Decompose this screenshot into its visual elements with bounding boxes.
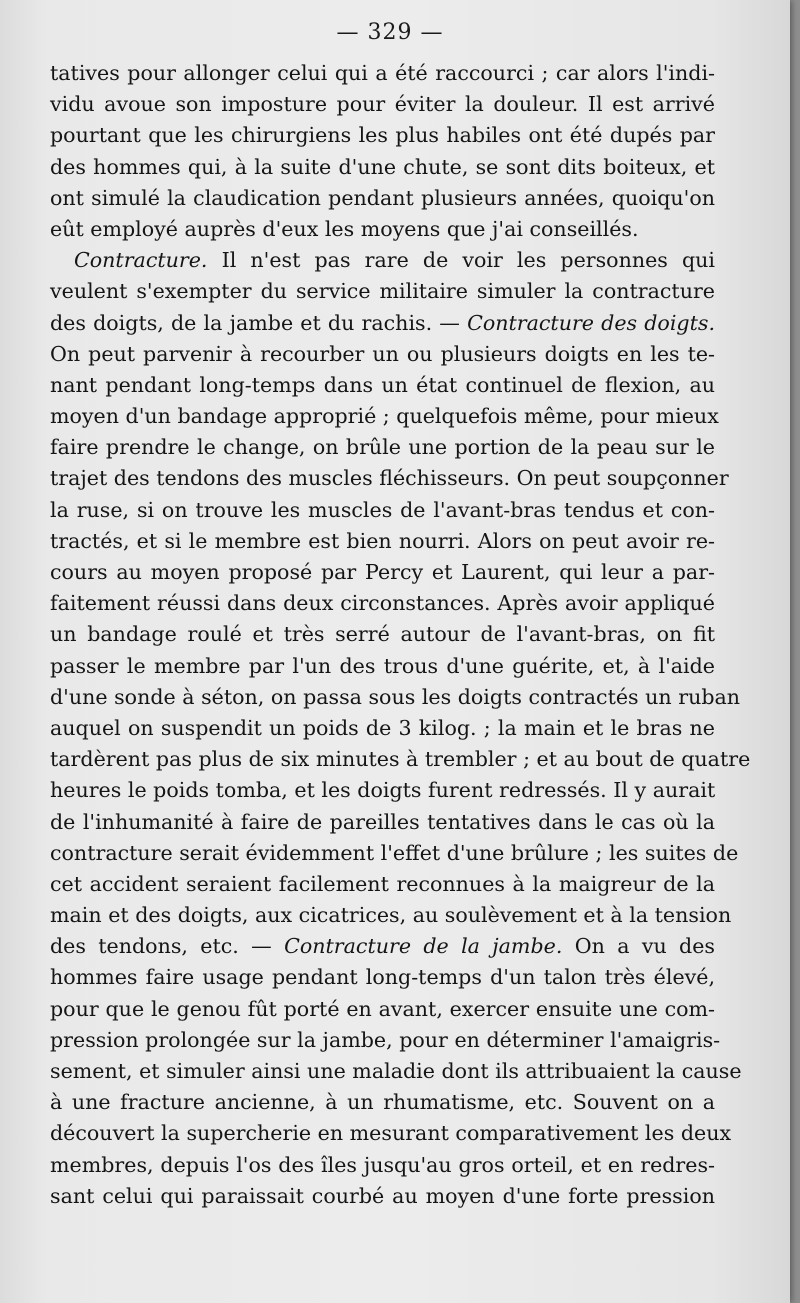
text-line: faire prendre le change, on brûle une portion de la peau sur le	[50, 435, 715, 460]
text-line: nant pendant long-temps dans un état continuel de flexion, au	[50, 372, 715, 397]
text-line: vidu avoue son imposture pour éviter la douleur. Il est arrivé	[50, 92, 715, 117]
text-line: hommes faire usage pendant long-temps d'un talon très élevé,	[50, 965, 715, 990]
text-line: eût employé auprès d'eux les moyens que j'ai conseillés.	[50, 216, 639, 241]
text-line: contracture serait évidemment l'effet d'une brûlure ; les suites de	[50, 840, 739, 865]
text-line: heures le poids tomba, et les doigts furent redressés. Il y aurait	[50, 778, 716, 803]
text-line: cet accident seraient facilement reconnues à la maigreur de la	[50, 871, 715, 896]
text-line: pression prolongée sur la jambe, pour en déterminer l'amaigris-	[50, 1027, 721, 1052]
text-line: découvert la supercherie en mesurant comparativement les deux	[50, 1121, 732, 1146]
text-line: trajet des tendons des muscles fléchisseurs. On peut soupçonner	[50, 466, 729, 491]
text-line: membres, depuis l'os des îles jusqu'au gros orteil, et en redres-	[50, 1152, 715, 1177]
text-line: des tendons, etc. — Contracture de la jambe. On a vu des	[50, 934, 715, 959]
text-line: tardèrent pas plus de six minutes à trembler ; et au bout de quatre	[50, 747, 751, 772]
text-line: pour que le genou fût porté en avant, exercer ensuite une com-	[50, 996, 715, 1021]
text-line: faitement réussi dans deux circonstances. Après avoir appliqué	[50, 591, 715, 616]
text-line: à une fracture ancienne, à un rhumatisme, etc. Souvent on a	[50, 1090, 715, 1115]
text-line: Contracture. Il n'est pas rare de voir les personnes qui	[74, 248, 715, 273]
text-line: auquel on suspendit un poids de 3 kilog. ; la main et le bras ne	[50, 715, 715, 740]
text-line: main et des doigts, aux cicatrices, au soulèvement et à la tension	[50, 903, 732, 928]
text-line: d'une sonde à séton, on passa sous les doigts contractés un ruban	[50, 684, 741, 709]
text-line: ont simulé la claudication pendant plusieurs années, quoiqu'on	[50, 185, 715, 210]
text-line: veulent s'exempter du service militaire simuler la contracture	[50, 279, 715, 304]
text-line: sement, et simuler ainsi une maladie dont ils attribuaient la cause	[50, 1059, 742, 1083]
text-line: des hommes qui, à la suite d'une chute, se sont dits boiteux, et	[50, 154, 715, 179]
page-number: — 329 —	[336, 20, 444, 45]
body-text	[50, 58, 751, 1212]
text-line: des doigts, de la jambe et du rachis. — Contracture des doigts.	[50, 310, 715, 335]
text-line: sant celui qui paraissait courbé au moyen d'une forte pression	[50, 1183, 715, 1208]
text-line: On peut parvenir à recourber un ou plusieurs doigts en les te-	[50, 341, 715, 366]
text-line: tractés, et si le membre est bien nourri. Alors on peut avoir re-	[50, 528, 715, 553]
text-line: pourtant que les chirurgiens les plus habiles ont été dupés par	[50, 123, 715, 148]
text-line: cours au moyen proposé par Percy et Laurent, qui leur a par-	[50, 560, 715, 584]
text-line: tatives pour allonger celui qui a été raccourci ; car alors l'indi-	[50, 61, 715, 85]
text-line: moyen d'un bandage approprié ; quelquefois même, pour mieux	[50, 404, 719, 429]
text-line: la ruse, si on trouve les muscles de l'avant-bras tendus et con-	[50, 497, 715, 522]
text-line: de l'inhumanité à faire de pareilles tentatives dans le cas où la	[50, 809, 715, 834]
text-line: passer le membre par l'un des trous d'une guérite, et, à l'aide	[50, 653, 715, 678]
text-line: un bandage roulé et très serré autour de l'avant-bras, on fit	[50, 622, 715, 647]
